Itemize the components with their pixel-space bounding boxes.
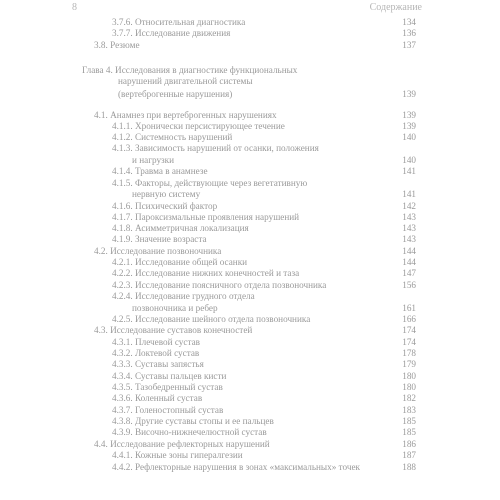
toc-entry-page: 179 — [402, 359, 416, 369]
toc-entry-title: 4.3. Исследование суставов конечностей — [94, 325, 253, 335]
toc-entry-page: 142 — [402, 201, 416, 211]
toc-entry-page: 139 — [402, 110, 416, 120]
toc-entry-page: 182 — [402, 393, 416, 403]
toc-entry-title: 4.1.2. Системность нарушений — [112, 132, 233, 142]
toc-entry-page: 161 — [402, 303, 416, 313]
toc-entry-title: 4.1.6. Психический фактор — [112, 201, 218, 211]
toc-entry-page: 140 — [402, 155, 416, 165]
toc-entry-page: 174 — [402, 337, 416, 347]
toc-entry-page: 137 — [402, 40, 416, 50]
toc-entry-title: 3.8. Резюме — [94, 40, 140, 50]
toc-entry-page: 187 — [402, 450, 416, 460]
toc-entry-page: 144 — [402, 246, 416, 256]
toc-entry-title: и нагрузки — [132, 155, 175, 165]
toc-entry-title: 4.4.1. Кожные зоны гипералгезии — [112, 450, 243, 460]
toc-entry-title: Глава 4. Исследования в диагностике функциональных — [82, 65, 298, 75]
toc-entry-title: 4.4.2. Рефлекторные нарушения в зонах «максимальных» точек — [112, 462, 361, 472]
running-header-title: Содержание — [369, 2, 422, 13]
toc-entry-page: 143 — [402, 223, 416, 233]
toc-entry-title: нарушений двигательной системы — [118, 76, 253, 86]
toc-entry-title: 4.1.5. Факторы, действующие через вегетативную — [112, 178, 308, 188]
toc-entry-page: 166 — [402, 314, 416, 324]
toc-entry-title: (вертеброгенные нарушения) — [118, 89, 233, 99]
toc-entry-title: 4.3.1. Плечевой сустав — [112, 337, 200, 347]
toc-entry-page: 185 — [402, 416, 416, 426]
toc-entry-title: 4.3.8. Другие суставы стопы и ее пальцев — [112, 416, 274, 426]
toc-entry-title: 4.3.7. Голеностопный сустав — [112, 405, 224, 415]
toc-entry-title: 4.4. Исследование рефлекторных нарушений — [94, 439, 270, 449]
toc-entry-title: позвоночника и ребер — [132, 303, 218, 313]
toc-entry-page: 134 — [402, 17, 416, 27]
toc-entry-title: 4.2.5. Исследование шейного отдела позвоночника — [112, 314, 311, 324]
toc-entry-page: 139 — [402, 89, 416, 99]
toc-entry-title: 4.2.3. Исследование поясничного отдела позвоночника — [112, 280, 327, 290]
page-number: 8 — [72, 2, 77, 13]
toc-entry-page: 143 — [402, 234, 416, 244]
toc-entry-page: 174 — [402, 325, 416, 335]
toc-entry-page: 136 — [402, 28, 416, 38]
toc-entry-title: 4.3.3. Суставы запястья — [112, 359, 204, 369]
toc-entry-title: 4.2.2. Исследование нижних конечностей и таза — [112, 268, 300, 278]
toc-entry-page: 144 — [402, 257, 416, 267]
toc-entry-page: 180 — [402, 371, 416, 381]
toc-entry-page: 143 — [402, 212, 416, 222]
toc-entry-title: 4.2.4. Исследование грудного отдела — [112, 291, 255, 301]
toc-entry-title: 3.7.6. Относительная диагностика — [112, 17, 246, 27]
toc-entry-page: 186 — [402, 439, 416, 449]
toc-entry-page: 141 — [402, 166, 416, 176]
toc-entry-title: 3.7.7. Исследование движения — [112, 28, 231, 38]
toc-entry-title: 4.1.4. Травма в анамнезе — [112, 166, 208, 176]
toc-entry-title: 4.3.6. Коленный сустав — [112, 393, 203, 403]
toc-entry-title: 4.1. Анамнез при вертеброгенных нарушениях — [94, 110, 277, 120]
toc-entry-page: 156 — [402, 280, 416, 290]
toc-entry-title: 4.3.2. Локтевой сустав — [112, 348, 200, 358]
toc-entry-page: 180 — [402, 382, 416, 392]
toc-entry-title: 4.1.3. Зависимость нарушений от осанки, положения — [112, 143, 319, 153]
toc-entry-title: 4.3.4. Суставы пальцев кисти — [112, 371, 227, 381]
toc-entry-page: 141 — [402, 189, 416, 199]
toc-entry-title: 4.2.1. Исследование общей осанки — [112, 257, 248, 267]
toc-entry-title: 4.3.9. Височно-нижнечелюстной сустав — [112, 427, 267, 437]
toc-entry-title: нервную систему — [132, 189, 201, 199]
toc-entry-title: 4.1.9. Значение возраста — [112, 234, 207, 244]
toc-entry-page: 178 — [402, 348, 416, 358]
toc-entry-page: 185 — [402, 427, 416, 437]
toc-entry-page: 147 — [402, 268, 416, 278]
toc-entry-page: 140 — [402, 132, 416, 142]
toc-entry-page: 188 — [402, 462, 416, 472]
toc-entry-title: 4.1.7. Пароксизмальные проявления нарушений — [112, 212, 300, 222]
toc-entry-title: 4.3.5. Тазобедренный сустав — [112, 382, 223, 392]
toc-entry-title: 4.1.8. Асимметричная локализация — [112, 223, 249, 233]
toc-entry-title: 4.2. Исследование позвоночника — [94, 246, 222, 256]
toc-entry-title: 4.1.1. Хронически персистирующее течение — [112, 121, 285, 131]
toc-entry-page: 139 — [402, 121, 416, 131]
toc-entry-page: 183 — [402, 405, 416, 415]
